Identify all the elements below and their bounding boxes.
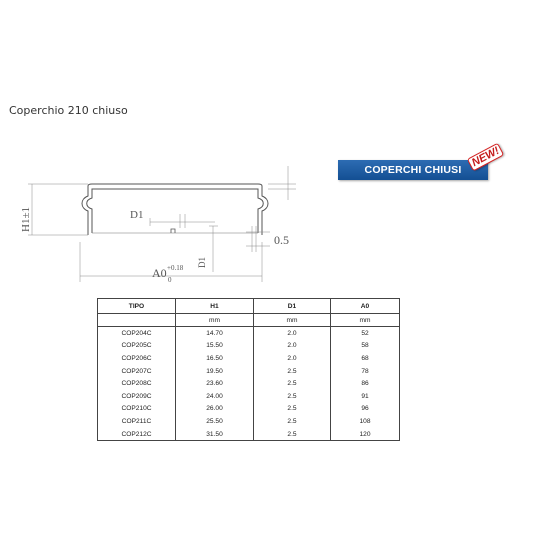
cell-tipo: COP210C bbox=[98, 403, 176, 416]
cell-a0: 96 bbox=[361, 405, 369, 413]
cell-h1: 23.60 bbox=[176, 377, 254, 390]
cell-d1: 2.5 bbox=[254, 377, 331, 390]
cell-tipo: COP204C bbox=[98, 327, 176, 340]
cell-a0: 91 bbox=[361, 392, 369, 400]
cell-a0: 68 bbox=[361, 354, 369, 362]
table-row bbox=[98, 428, 399, 441]
new-sticker: NEW! bbox=[467, 143, 505, 172]
table-row bbox=[98, 415, 399, 428]
unit-d1: mm bbox=[254, 314, 331, 327]
table-row bbox=[98, 403, 399, 416]
cell-tipo: COP205C bbox=[98, 340, 176, 353]
cell-tipo: COP207C bbox=[98, 365, 176, 378]
header-d1: D1 bbox=[254, 299, 331, 314]
cell-h1: 16.50 bbox=[176, 352, 254, 365]
cell-d1: 2.5 bbox=[254, 390, 331, 403]
d1-vertical-label: D1 bbox=[197, 257, 207, 268]
coperchi-chiusi-banner: COPERCHI CHIUSI bbox=[338, 160, 488, 180]
unit-tipo bbox=[98, 314, 176, 327]
cell-a0: 108 bbox=[359, 417, 371, 425]
d1-dimension-label: D1 bbox=[130, 209, 144, 221]
header-a0: A0 bbox=[360, 302, 370, 310]
table-header-row bbox=[98, 299, 399, 314]
cell-tipo: COP209C bbox=[98, 390, 176, 403]
cell-tipo: COP208C bbox=[98, 377, 176, 390]
table-row bbox=[98, 340, 399, 353]
cell-d1: 2.5 bbox=[254, 403, 331, 416]
cell-a0: 78 bbox=[361, 367, 369, 375]
a0-dimension-label: A0 bbox=[152, 266, 167, 280]
cell-h1: 14.70 bbox=[176, 327, 254, 340]
cell-d1: 2.5 bbox=[254, 428, 331, 441]
lid-inner-profile bbox=[87, 189, 264, 233]
cell-d1: 2.0 bbox=[254, 340, 331, 353]
cell-d1: 2.0 bbox=[254, 327, 331, 340]
table-row bbox=[98, 352, 399, 365]
cell-h1: 15.50 bbox=[176, 340, 254, 353]
header-h1: H1 bbox=[176, 299, 254, 314]
table-units-row bbox=[98, 314, 399, 327]
a0-tolerance-lower: 0 bbox=[168, 276, 172, 284]
cell-d1: 2.5 bbox=[254, 415, 331, 428]
cell-tipo: COP211C bbox=[98, 415, 176, 428]
unit-h1: mm bbox=[176, 314, 254, 327]
lid-outer-profile bbox=[82, 184, 268, 235]
cell-a0: 52 bbox=[361, 329, 369, 337]
cell-h1: 26.00 bbox=[176, 403, 254, 416]
cell-d1: 2.0 bbox=[254, 352, 331, 365]
header-tipo: TIPO bbox=[98, 299, 176, 314]
table-row bbox=[98, 390, 399, 403]
table-row bbox=[98, 377, 399, 390]
cell-a0: 120 bbox=[359, 430, 371, 438]
cell-h1: 31.50 bbox=[176, 428, 254, 441]
table-row bbox=[98, 365, 399, 378]
unit-a0: mm bbox=[331, 314, 400, 327]
thickness-label: 0.5 bbox=[274, 233, 289, 247]
cell-a0: 58 bbox=[361, 342, 369, 350]
page-title: Coperchio 210 chiuso bbox=[9, 104, 128, 117]
cell-d1: 2.5 bbox=[254, 365, 331, 378]
h1-dimension-label: H1±1 bbox=[20, 207, 32, 232]
spec-table bbox=[97, 298, 400, 441]
cell-h1: 24.00 bbox=[176, 390, 254, 403]
cell-a0: 86 bbox=[361, 380, 369, 388]
cell-tipo: COP212C bbox=[98, 428, 176, 441]
table-row bbox=[98, 327, 399, 340]
cell-tipo: COP206C bbox=[98, 352, 176, 365]
cell-h1: 19.50 bbox=[176, 365, 254, 378]
cell-h1: 25.50 bbox=[176, 415, 254, 428]
a0-tolerance-upper: +0.18 bbox=[167, 264, 184, 272]
